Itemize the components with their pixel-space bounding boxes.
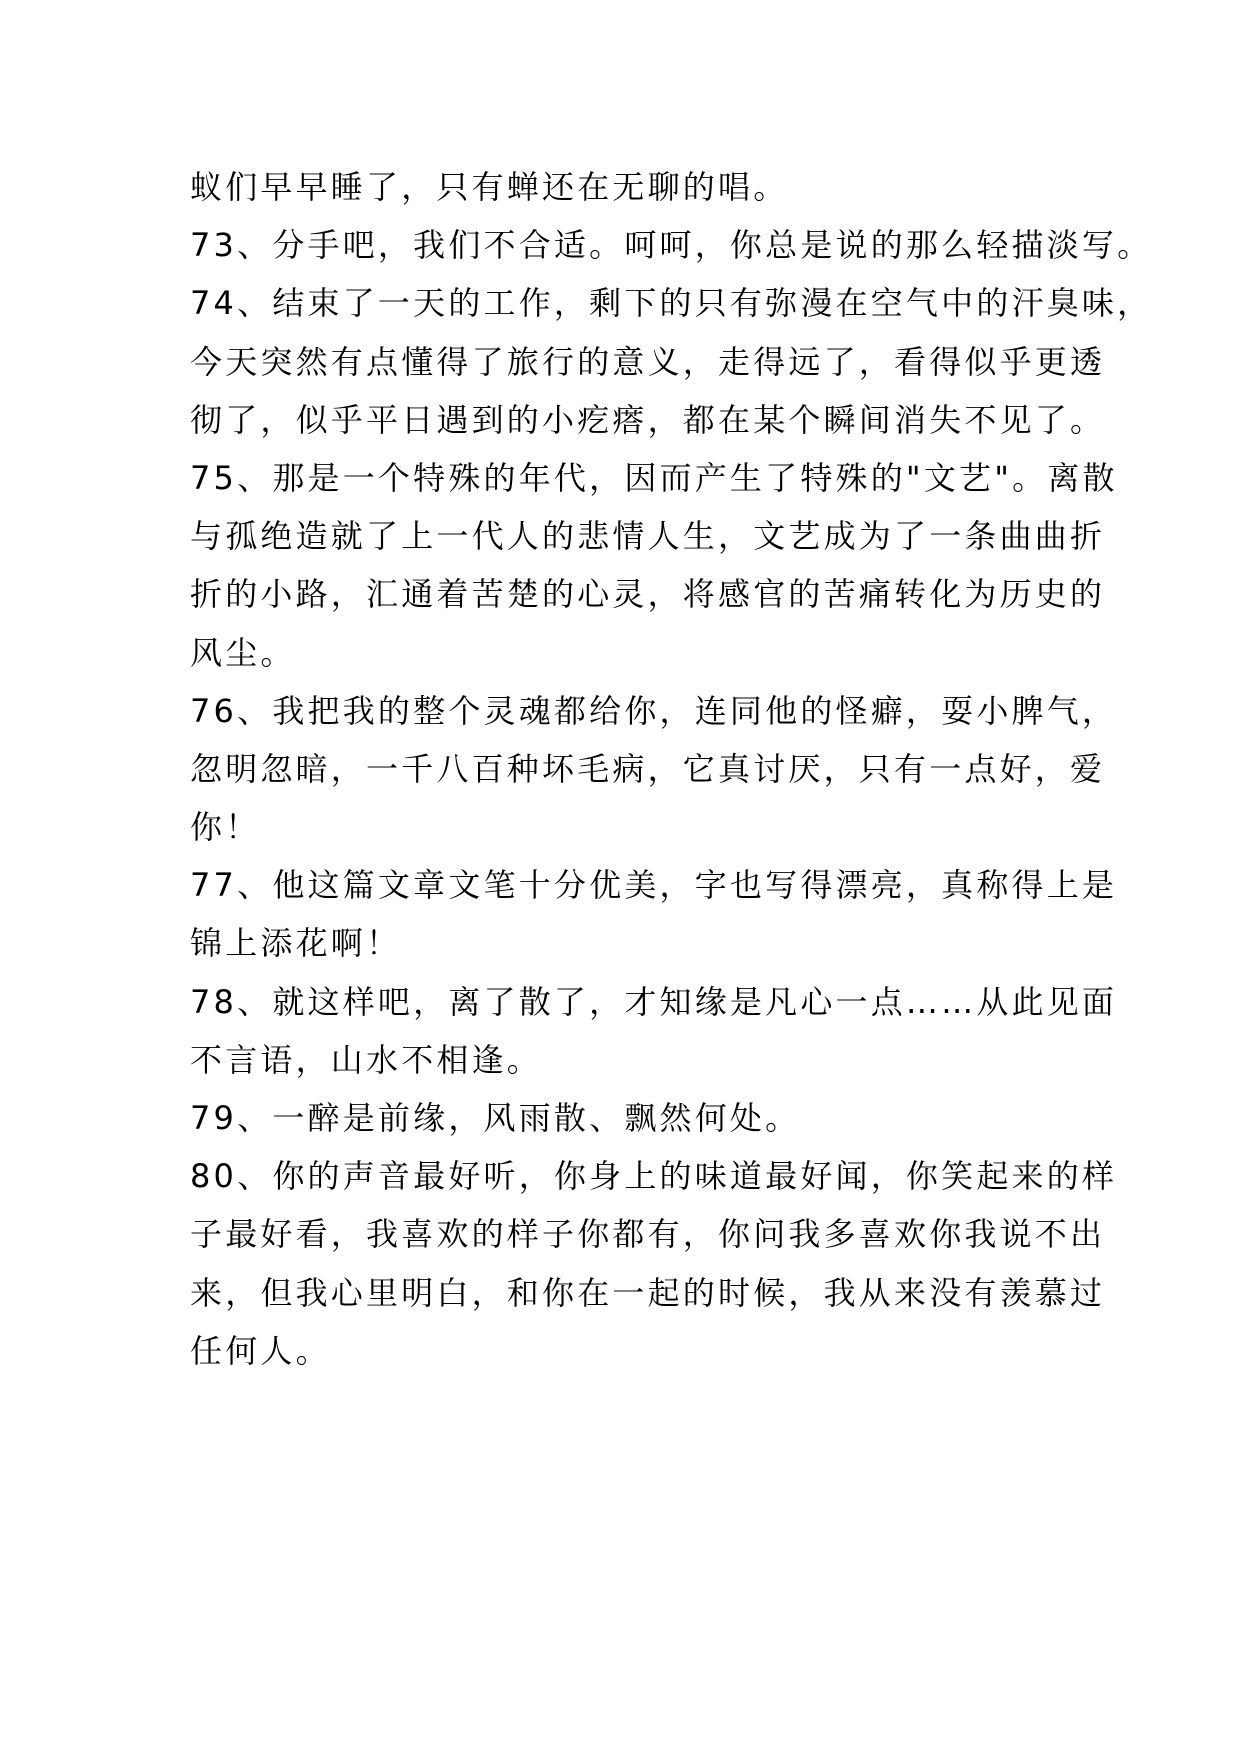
text-line: 蚁们早早睡了，只有蝉还在无聊的唱。	[190, 168, 789, 206]
text-line: 79、一醉是前缘，风雨散、飘然何处。	[190, 1099, 801, 1137]
text-line: 74、结束了一天的工作，剩下的只有弥漫在空气中的汗臭味，	[190, 284, 1153, 323]
text-line: 任何人。	[190, 1331, 331, 1370]
text-line: 与孤绝造就了上一代人的悲情人生，文艺成为了一条曲曲折	[190, 517, 1106, 556]
text-line: 77、他这篇文章文笔十分优美，字也写得漂亮，真称得上是	[190, 866, 1118, 905]
text-line: 风尘。	[190, 633, 296, 672]
text-line: 78、就这样吧，离了散了，才知缘是凡心一点……从此见面	[190, 982, 1118, 1021]
text-line: 彻了，似乎平日遇到的小疙瘩，都在某个瞬间消失不见了。	[190, 400, 1106, 439]
document-body	[190, 158, 1153, 1380]
text-line: 73、分手吧，我们不合适。呵呵，你总是说的那么轻描淡写。	[190, 226, 1153, 265]
text-line: 80、你的声音最好听，你身上的味道最好闻，你笑起来的样	[190, 1157, 1118, 1196]
text-line: 76、我把我的整个灵魂都给你，连同他的怪癖，耍小脾气，	[190, 691, 1118, 730]
text-line: 75、那是一个特殊的年代，因而产生了特殊的"文艺"。离散	[190, 458, 1118, 497]
text-line: 今天突然有点懂得了旅行的意义，走得远了，看得似乎更透	[190, 342, 1106, 381]
text-line: 你！	[190, 808, 261, 847]
text-line: 折的小路，汇通着苦楚的心灵，将感官的苦痛转化为历史的	[190, 575, 1106, 614]
text-line: 来，但我心里明白，和你在一起的时候，我从来没有羡慕过	[190, 1273, 1106, 1312]
text-line: 锦上添花啊！	[190, 924, 402, 963]
text-line: 子最好看，我喜欢的样子你都有，你问我多喜欢你我说不出	[190, 1215, 1106, 1254]
text-line: 不言语，山水不相逢。	[190, 1040, 543, 1079]
text-line: 忽明忽暗，一千八百种坏毛病，它真讨厌，只有一点好，爱	[190, 749, 1106, 788]
